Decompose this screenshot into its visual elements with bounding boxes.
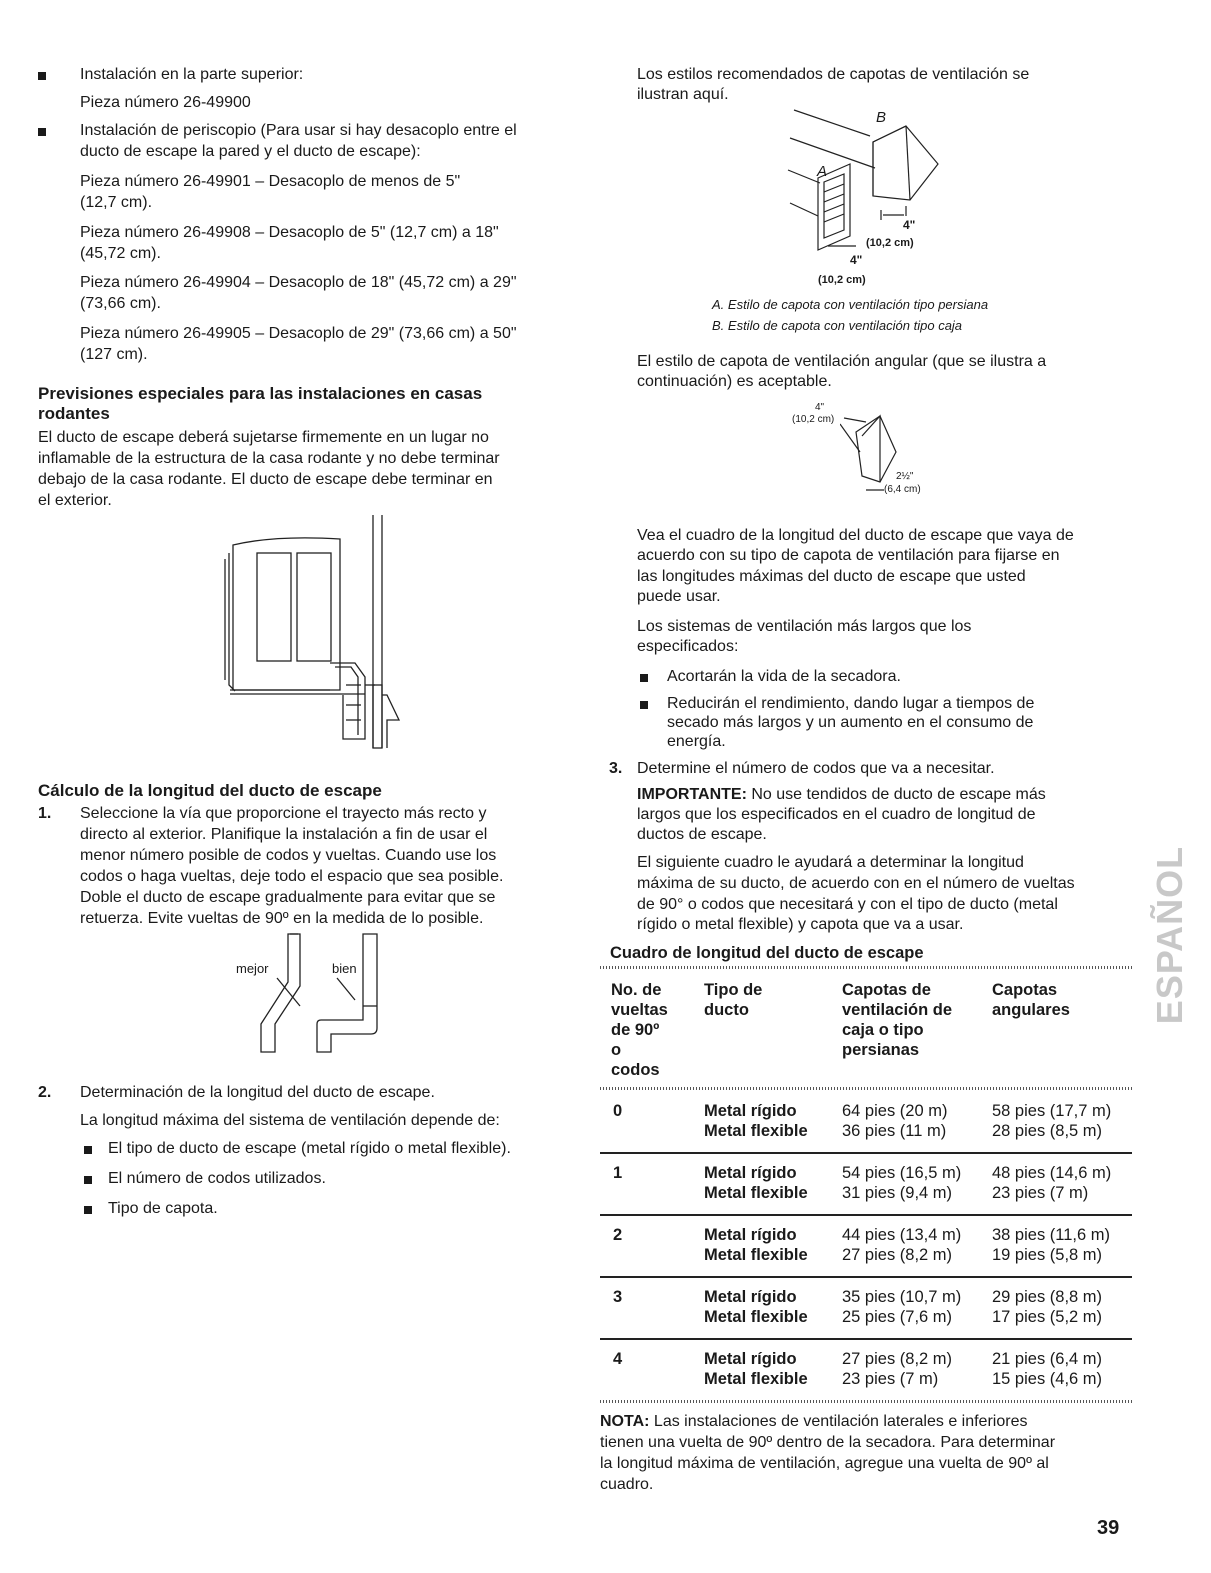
elbow-comparison-illustration bbox=[255, 928, 385, 1058]
table-cell-duct: Metal rígido bbox=[704, 1350, 797, 1368]
bullet-top-1: Instalación en la parte superior: bbox=[80, 66, 304, 83]
step2-bullet: El número de codos utilizados. bbox=[108, 1170, 326, 1187]
caption-b: B. Estilo de capota con ventilación tipo caja bbox=[712, 318, 963, 333]
bullet-marker bbox=[640, 674, 648, 682]
longer-bullet: energía. bbox=[667, 733, 726, 750]
see-chart-text: acuerdo con su tipo de capota de ventilación para fijarse en bbox=[637, 547, 1060, 564]
angular-text: continuación) es aceptable. bbox=[637, 373, 832, 390]
hood-label-a: A bbox=[817, 163, 828, 180]
table-cell-angular: 28 pies (8,5 m) bbox=[992, 1122, 1103, 1140]
hood-dim-2-cm: (10,2 cm) bbox=[818, 274, 866, 286]
table-cell-duct: Metal rígido bbox=[704, 1226, 797, 1244]
table-row-rule bbox=[600, 1214, 1132, 1216]
important-text: No use tendidos de ducto de escape más bbox=[746, 786, 1046, 803]
table-title: Cuadro de longitud del ducto de escape bbox=[610, 944, 924, 962]
table-cell-box: 36 pies (11 m) bbox=[842, 1122, 947, 1140]
hood-label-b: B bbox=[876, 109, 887, 126]
note-text: la longitud máxima de ventilación, agregue una vuelta de 90º al bbox=[600, 1455, 1049, 1472]
table-row-turns: 4 bbox=[613, 1350, 623, 1368]
language-side-tab bbox=[1150, 815, 1190, 1055]
table-cell-angular: 48 pies (14,6 m) bbox=[992, 1164, 1112, 1182]
hood-intro: Los estilos recomendados de capotas de ventilación se bbox=[637, 66, 1030, 83]
table-row-rule bbox=[600, 1276, 1132, 1278]
angular-dim-2-cm: (6,4 cm) bbox=[884, 484, 921, 495]
table-header-box-hoods: Capotas de ventilación de caja o tipo persianas bbox=[842, 981, 953, 1059]
note-text: cuadro. bbox=[600, 1476, 654, 1493]
part-number: Pieza número 26-49900 bbox=[80, 94, 251, 111]
step1-text: codos o haga vueltas, deje todo el espacio que sea posible. bbox=[80, 868, 504, 885]
bullet-marker bbox=[84, 1146, 92, 1154]
important-label: IMPORTANTE: bbox=[637, 786, 747, 803]
table-cell-duct: Metal flexible bbox=[704, 1370, 808, 1388]
table-cell-box: 35 pies (10,7 m) bbox=[842, 1288, 962, 1306]
table-cell-box: 31 pies (9,4 m) bbox=[842, 1184, 953, 1202]
step1-text: menor número posible de codos y vueltas. Cuando use los bbox=[80, 847, 497, 864]
hood-dim-2: 4" bbox=[850, 253, 863, 267]
chart-intro: El siguiente cuadro le ayudará a determinar la longitud bbox=[637, 854, 1024, 871]
caption-a: A. Estilo de capota con ventilación tipo persiana bbox=[712, 297, 989, 312]
table-header-turns: No. de vueltas de 90º o codos bbox=[611, 981, 668, 1079]
part-line: Pieza número 26-49908 – Desacoplo de 5" (12,7 cm) a 18" bbox=[80, 224, 499, 241]
table-cell-duct: Metal rígido bbox=[704, 1102, 797, 1120]
step2-number: 2. bbox=[38, 1084, 52, 1101]
angular-text: El estilo de capota de ventilación angular (que se ilustra a bbox=[637, 353, 1047, 370]
step3-text: Determine el número de codos que va a necesitar. bbox=[637, 760, 995, 777]
table-cell-angular: 29 pies (8,8 m) bbox=[992, 1288, 1103, 1306]
table-cell-box: 27 pies (8,2 m) bbox=[842, 1350, 953, 1368]
mobile-home-text: inflamable de la estructura de la casa rodante y no debe terminar bbox=[38, 450, 500, 467]
table-cell-box: 27 pies (8,2 m) bbox=[842, 1246, 953, 1264]
table-row-turns: 0 bbox=[613, 1102, 623, 1120]
table-header-angular-hoods: Capotas angulares bbox=[992, 981, 1070, 1019]
step1-text: directo al exterior. Planifique la instalación a fin de usar el bbox=[80, 826, 488, 843]
table-top-rule bbox=[600, 966, 1132, 969]
note-label: NOTA: bbox=[600, 1413, 650, 1430]
table-cell-angular: 15 pies (4,6 m) bbox=[992, 1370, 1103, 1388]
longer-bullet: secado más largos y un aumento en el consumo de bbox=[667, 714, 1034, 731]
longer-systems-text: Los sistemas de ventilación más largos que los bbox=[637, 618, 972, 635]
table-header-rule bbox=[600, 1087, 1132, 1090]
step2-subtext: La longitud máxima del sistema de ventilación depende de: bbox=[80, 1112, 500, 1129]
see-chart-text: puede usar. bbox=[637, 588, 721, 605]
table-cell-angular: 23 pies (7 m) bbox=[992, 1184, 1089, 1202]
chart-intro: rígido o metal flexible) y capota que va a usar. bbox=[637, 916, 964, 933]
longer-bullet: Acortarán la vida de la secadora. bbox=[667, 668, 901, 685]
dryer-installation-illustration bbox=[215, 515, 415, 750]
chart-intro: máxima de su ducto, de acuerdo con en el número de vueltas bbox=[637, 875, 1075, 892]
part-line: Pieza número 26-49901 – Desacoplo de menos de 5" bbox=[80, 173, 461, 190]
step3-number: 3. bbox=[609, 760, 623, 777]
table-cell-duct: Metal rígido bbox=[704, 1164, 797, 1182]
language-tab-label: ESPAÑOL bbox=[1149, 845, 1190, 1025]
calc-heading: Cálculo de la longitud del ducto de escape bbox=[38, 781, 382, 800]
table-row-turns: 3 bbox=[613, 1288, 623, 1306]
important-text: ductos de escape. bbox=[637, 826, 767, 843]
hood-dim-1-cm: (10,2 cm) bbox=[866, 237, 914, 249]
table-cell-duct: Metal flexible bbox=[704, 1122, 808, 1140]
angular-dim-1-cm: (10,2 cm) bbox=[792, 414, 835, 425]
table-cell-box: 44 pies (13,4 m) bbox=[842, 1226, 962, 1244]
longer-bullet: Reducirán el rendimiento, dando lugar a tiempos de bbox=[667, 695, 1035, 712]
table-cell-duct: Metal flexible bbox=[704, 1308, 808, 1326]
bullet-top-2-line2: ducto de escape la pared y el ducto de escape): bbox=[80, 143, 421, 160]
table-cell-box: 54 pies (16,5 m) bbox=[842, 1164, 962, 1182]
angular-dim-1: 4" bbox=[815, 402, 825, 413]
table-header-duct-type: Tipo de ducto bbox=[704, 981, 763, 1019]
step2-bullet: Tipo de capota. bbox=[108, 1200, 218, 1217]
table-cell-duct: Metal flexible bbox=[704, 1184, 808, 1202]
longer-systems-text: especificados: bbox=[637, 638, 739, 655]
table-cell-box: 23 pies (7 m) bbox=[842, 1370, 939, 1388]
table-cell-duct: Metal rígido bbox=[704, 1288, 797, 1306]
table-cell-duct: Metal flexible bbox=[704, 1246, 808, 1264]
table-cell-box: 25 pies (7,6 m) bbox=[842, 1308, 953, 1326]
mobile-home-text: El ducto de escape deberá sujetarse firmemente en un lugar no bbox=[38, 429, 489, 446]
mobile-home-heading-2: rodantes bbox=[38, 404, 110, 423]
note-text: Las instalaciones de ventilación laterales e inferiores bbox=[649, 1413, 1028, 1430]
mobile-home-text: debajo de la casa rodante. El ducto de escape debe terminar en bbox=[38, 471, 493, 488]
part-line: (45,72 cm). bbox=[80, 245, 161, 262]
table-cell-angular: 21 pies (6,4 m) bbox=[992, 1350, 1103, 1368]
chart-intro: de 90° o codos que necesitará y con el tipo de ducto (metal bbox=[637, 896, 1058, 913]
label-mejor: mejor bbox=[236, 961, 269, 976]
part-line: Pieza número 26-49905 – Desacoplo de 29" (73,66 cm) a 50" bbox=[80, 325, 517, 342]
note-text: tienen una vuelta de 90º dentro de la secadora. Para determinar bbox=[600, 1434, 1056, 1451]
step2-text: Determinación de la longitud del ducto de escape. bbox=[80, 1084, 435, 1101]
step1-text: Doble el ducto de escape gradualmente para evitar que se bbox=[80, 889, 496, 906]
table-cell-angular: 17 pies (5,2 m) bbox=[992, 1308, 1103, 1326]
bullet-top-2-line1: Instalación de periscopio (Para usar si hay desacoplo entre el bbox=[80, 122, 517, 139]
step1-number: 1. bbox=[38, 805, 52, 822]
angular-dim-2: 2½" bbox=[896, 471, 914, 482]
hood-intro: ilustran aquí. bbox=[637, 86, 729, 103]
see-chart-text: Vea el cuadro de la longitud del ducto de escape que vaya de bbox=[637, 527, 1074, 544]
step1-text: retuerza. Evite vueltas de 90º en la medida de lo posible. bbox=[80, 910, 484, 927]
part-line: Pieza número 26-49904 – Desacoplo de 18" (45,72 cm) a 29" bbox=[80, 274, 517, 291]
table-row-rule bbox=[600, 1338, 1132, 1340]
table-row-rule bbox=[600, 1152, 1132, 1154]
see-chart-text: las longitudes máximas del ducto de escape que usted bbox=[637, 568, 1026, 585]
part-line: (127 cm). bbox=[80, 346, 148, 363]
part-line: (73,66 cm). bbox=[80, 295, 161, 312]
table-bottom-rule bbox=[600, 1400, 1132, 1403]
step1-text: Seleccione la vía que proporcione el trayecto más recto y bbox=[80, 805, 487, 822]
bullet-marker bbox=[84, 1206, 92, 1214]
important-line1 bbox=[637, 785, 1046, 805]
mobile-home-heading-1: Previsiones especiales para las instalaciones en casas bbox=[38, 384, 483, 403]
table-cell-angular: 19 pies (5,8 m) bbox=[992, 1246, 1103, 1264]
table-row-turns: 2 bbox=[613, 1226, 623, 1244]
page-number: 39 bbox=[1097, 1517, 1120, 1539]
bullet-marker bbox=[38, 128, 46, 136]
hood-dim-1: 4" bbox=[903, 218, 916, 232]
table-cell-angular: 38 pies (11,6 m) bbox=[992, 1226, 1110, 1244]
important-text: largos que los especificados en el cuadro de longitud de bbox=[637, 806, 1036, 823]
table-cell-angular: 58 pies (17,7 m) bbox=[992, 1102, 1112, 1120]
label-bien: bien bbox=[332, 961, 357, 976]
table-row-turns: 1 bbox=[613, 1164, 623, 1182]
table-cell-box: 64 pies (20 m) bbox=[842, 1102, 948, 1120]
part-line: (12,7 cm). bbox=[80, 194, 153, 211]
bullet-marker bbox=[640, 701, 648, 709]
step2-bullet: El tipo de ducto de escape (metal rígido o metal flexible). bbox=[108, 1140, 511, 1157]
note-line1 bbox=[600, 1412, 1027, 1432]
bullet-marker bbox=[38, 72, 46, 80]
bullet-marker bbox=[84, 1176, 92, 1184]
mobile-home-text: el exterior. bbox=[38, 492, 112, 509]
